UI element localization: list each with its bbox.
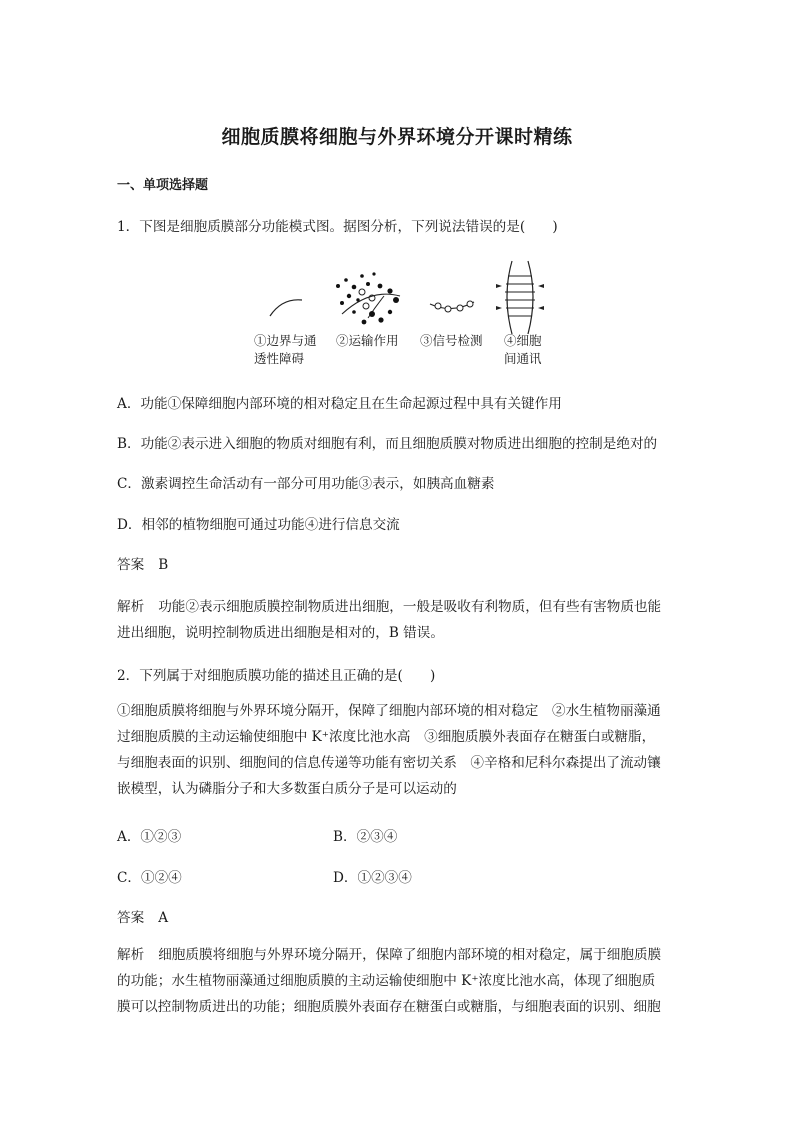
answer-label: 答案 xyxy=(117,557,145,573)
q1-option-b: B．功能②表示进入细胞的物质对细胞有利，而且细胞质膜对物质进出细胞的控制是绝对的 xyxy=(117,436,658,452)
q2-option-c: C．①②④ xyxy=(117,870,182,886)
section-heading: 一、单项选择题 xyxy=(117,178,209,193)
figure-caption-1: ①边界与通 透性障碍 xyxy=(254,333,317,366)
figure-caption-3: ③信号检测 xyxy=(420,333,483,348)
q2-answer xyxy=(117,906,168,926)
q2-statements: ①细胞质膜将细胞与外界环境分隔开，保障了细胞内部环境的相对稳定 ②水生植物丽藻通 过细胞质膜的主动运输使细胞中 K⁺浓度比池水高 ③细胞质膜外表面存在糖蛋白或糖脂， 与细胞表面的识别、细胞间的信息传递等功能有密切关系 ④辛格和尼科尔森提出了流动镶 嵌模型，认为磷脂分子和大多数蛋白质分子是可以运动的 xyxy=(117,703,661,797)
membrane-function-diagram xyxy=(250,256,550,336)
question-2-stem: 2．下列属于对细胞质膜功能的描述且正确的是( ) xyxy=(117,668,436,684)
q1-answer xyxy=(117,553,168,573)
q2-option-b: B．②③④ xyxy=(333,829,398,845)
figure-caption-4: ④细胞 间通讯 xyxy=(504,333,542,366)
q1-option-a: A．功能①保障细胞内部环境的相对稳定且在生命起源过程中具有关键作用 xyxy=(117,396,562,412)
q2-option-d: D．①②③④ xyxy=(333,870,412,886)
q2-option-a: A．①②③ xyxy=(117,829,182,845)
analysis-label: 解析 xyxy=(117,599,145,615)
analysis-label: 解析 xyxy=(117,947,145,963)
q1-option-d: D．相邻的植物细胞可通过功能④进行信息交流 xyxy=(117,517,400,533)
answer-label: 答案 xyxy=(117,910,145,926)
figure-caption-2: ②运输作用 xyxy=(336,333,399,348)
membrane-function-figure xyxy=(250,256,550,371)
q1-analysis: 解析 功能②表示细胞质膜控制物质进出细胞，一般是吸收有利物质，但有些有害物质也能 进出细胞，说明控制物质进出细胞是相对的，B 错误。 xyxy=(117,599,662,641)
answer-value: A xyxy=(158,910,169,926)
page-title: 细胞质膜将细胞与外界环境分开课时精练 xyxy=(221,126,573,148)
answer-value: B xyxy=(158,557,169,573)
q2-analysis: 解析 细胞质膜将细胞与外界环境分隔开，保障了细胞内部环境的相对稳定，属于细胞质膜 的功能；水生植物丽藻通过细胞质膜的主动运输使细胞中 K⁺浓度比池水高，体现了细胞质 膜可以控制物质进出的功能；细胞质膜外表面存在糖蛋白或糖脂，与细胞表面的识别、细胞 xyxy=(117,947,662,1015)
q1-option-c: C．激素调控生命活动有一部分可用功能③表示，如胰高血糖素 xyxy=(117,476,495,492)
question-1-stem: 1．下图是细胞质膜部分功能模式图。据图分析，下列说法错误的是( ) xyxy=(117,219,558,235)
